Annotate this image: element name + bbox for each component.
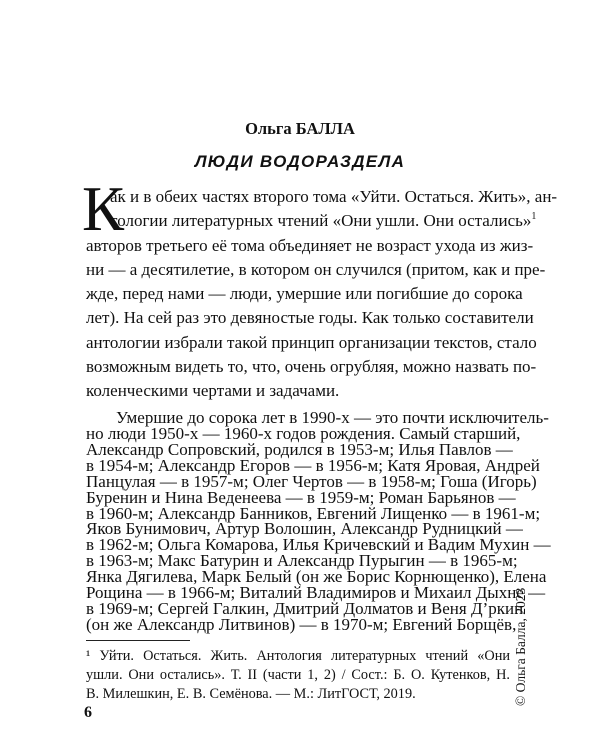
text-line: антологии избрали такой принцип организации текстов, стало	[86, 332, 537, 352]
copyright-notice: © Ольга Балла, 2023	[513, 587, 528, 706]
text-line: в 1954-м; Александр Егоров — в 1956-м; Катя Яровая, Андрей	[86, 455, 540, 475]
text-line: в 1969-м; Сергей Галкин, Дмитрий Долматов и Веня Д’ркин	[86, 599, 524, 619]
footnote-rule	[86, 640, 190, 641]
article-title: ЛЮДИ ВОДОРАЗДЕЛА	[194, 152, 406, 171]
drop-cap: К	[82, 174, 125, 244]
text-line: коленческими чертами и задачами.	[86, 381, 340, 400]
text-line: но люди 1950-х — 1960-х годов рождения. Самый старший,	[86, 423, 521, 443]
text-line: Панцулая — в 1957-м; Олег Чертов — в 1958-м; Гоша (Игорь)	[86, 471, 537, 491]
text-line: Янка Дягилева, Марк Белый (он же Борис Корнющенко), Елена	[86, 567, 547, 587]
text-line: Буренин и Нина Веденеева — в 1959-м; Роман Барьянов —	[86, 487, 516, 507]
text-line: ак и в обеих частях второго тома «Уйти. Остаться. Жить», ан-	[110, 187, 558, 206]
text-line: тологии литературных чтений «Они ушли. Они остались»$^1$	[110, 211, 537, 231]
text-line: Александр Сопровский, родился в 1953-м; Илья Павлов —	[86, 439, 513, 459]
footnote-ref[interactable]: 1	[531, 211, 537, 223]
text-line: Умершие до сорока лет в 1990-х — это почти исключитель-	[116, 408, 549, 427]
text-line: (он же Александр Литвинов) — в 1970-м; Евгений Борщёв,	[86, 615, 517, 634]
footnote-line: В. Милешкин, Е. В. Семёнова. — М.: ЛитГОСТ, 2019.	[86, 686, 416, 702]
text-line: лет). На сей раз это девяностые годы. Как только составители	[86, 308, 534, 328]
author-name: Ольга БАЛЛА	[245, 119, 355, 138]
text-line: Яков Бунимович, Артур Волошин, Александр Рудницкий —	[86, 519, 523, 539]
text-line: в 1960-м; Александр Банников, Евгений Лищенко — в 1961-м;	[86, 503, 541, 523]
footnote-line: ушли. Они остались». Т. II (части 1, 2) / Сост.: Б. О. Кутенков, Н.	[86, 667, 510, 683]
text-line: в 1962-м; Ольга Комарова, Илья Кричевский и Вадим Мухин —	[86, 535, 551, 555]
text-line: авторов третьего её тома объединяет не возраст ухода из жиз-	[86, 235, 534, 255]
text-line: жде, перед нами — люди, умершие или погибшие до сорока	[86, 284, 523, 303]
text-line: Рощина — в 1966-м; Виталий Владимиров и Михаил Дыхне —	[86, 583, 546, 603]
text-line: возможным видеть то, что, очень огрубляя, можно назвать по-	[86, 356, 537, 376]
footnote-line: ¹ Уйти. Остаться. Жить. Антология литературных чтений «Они	[86, 648, 510, 664]
text-line: ни — а десятилетие, в котором он случился (притом, как и пре-	[86, 259, 546, 279]
page-number: 6	[84, 704, 92, 721]
text-line: в 1963-м; Макс Батурин и Александр Пурыгин — в 1965-м;	[86, 551, 518, 571]
